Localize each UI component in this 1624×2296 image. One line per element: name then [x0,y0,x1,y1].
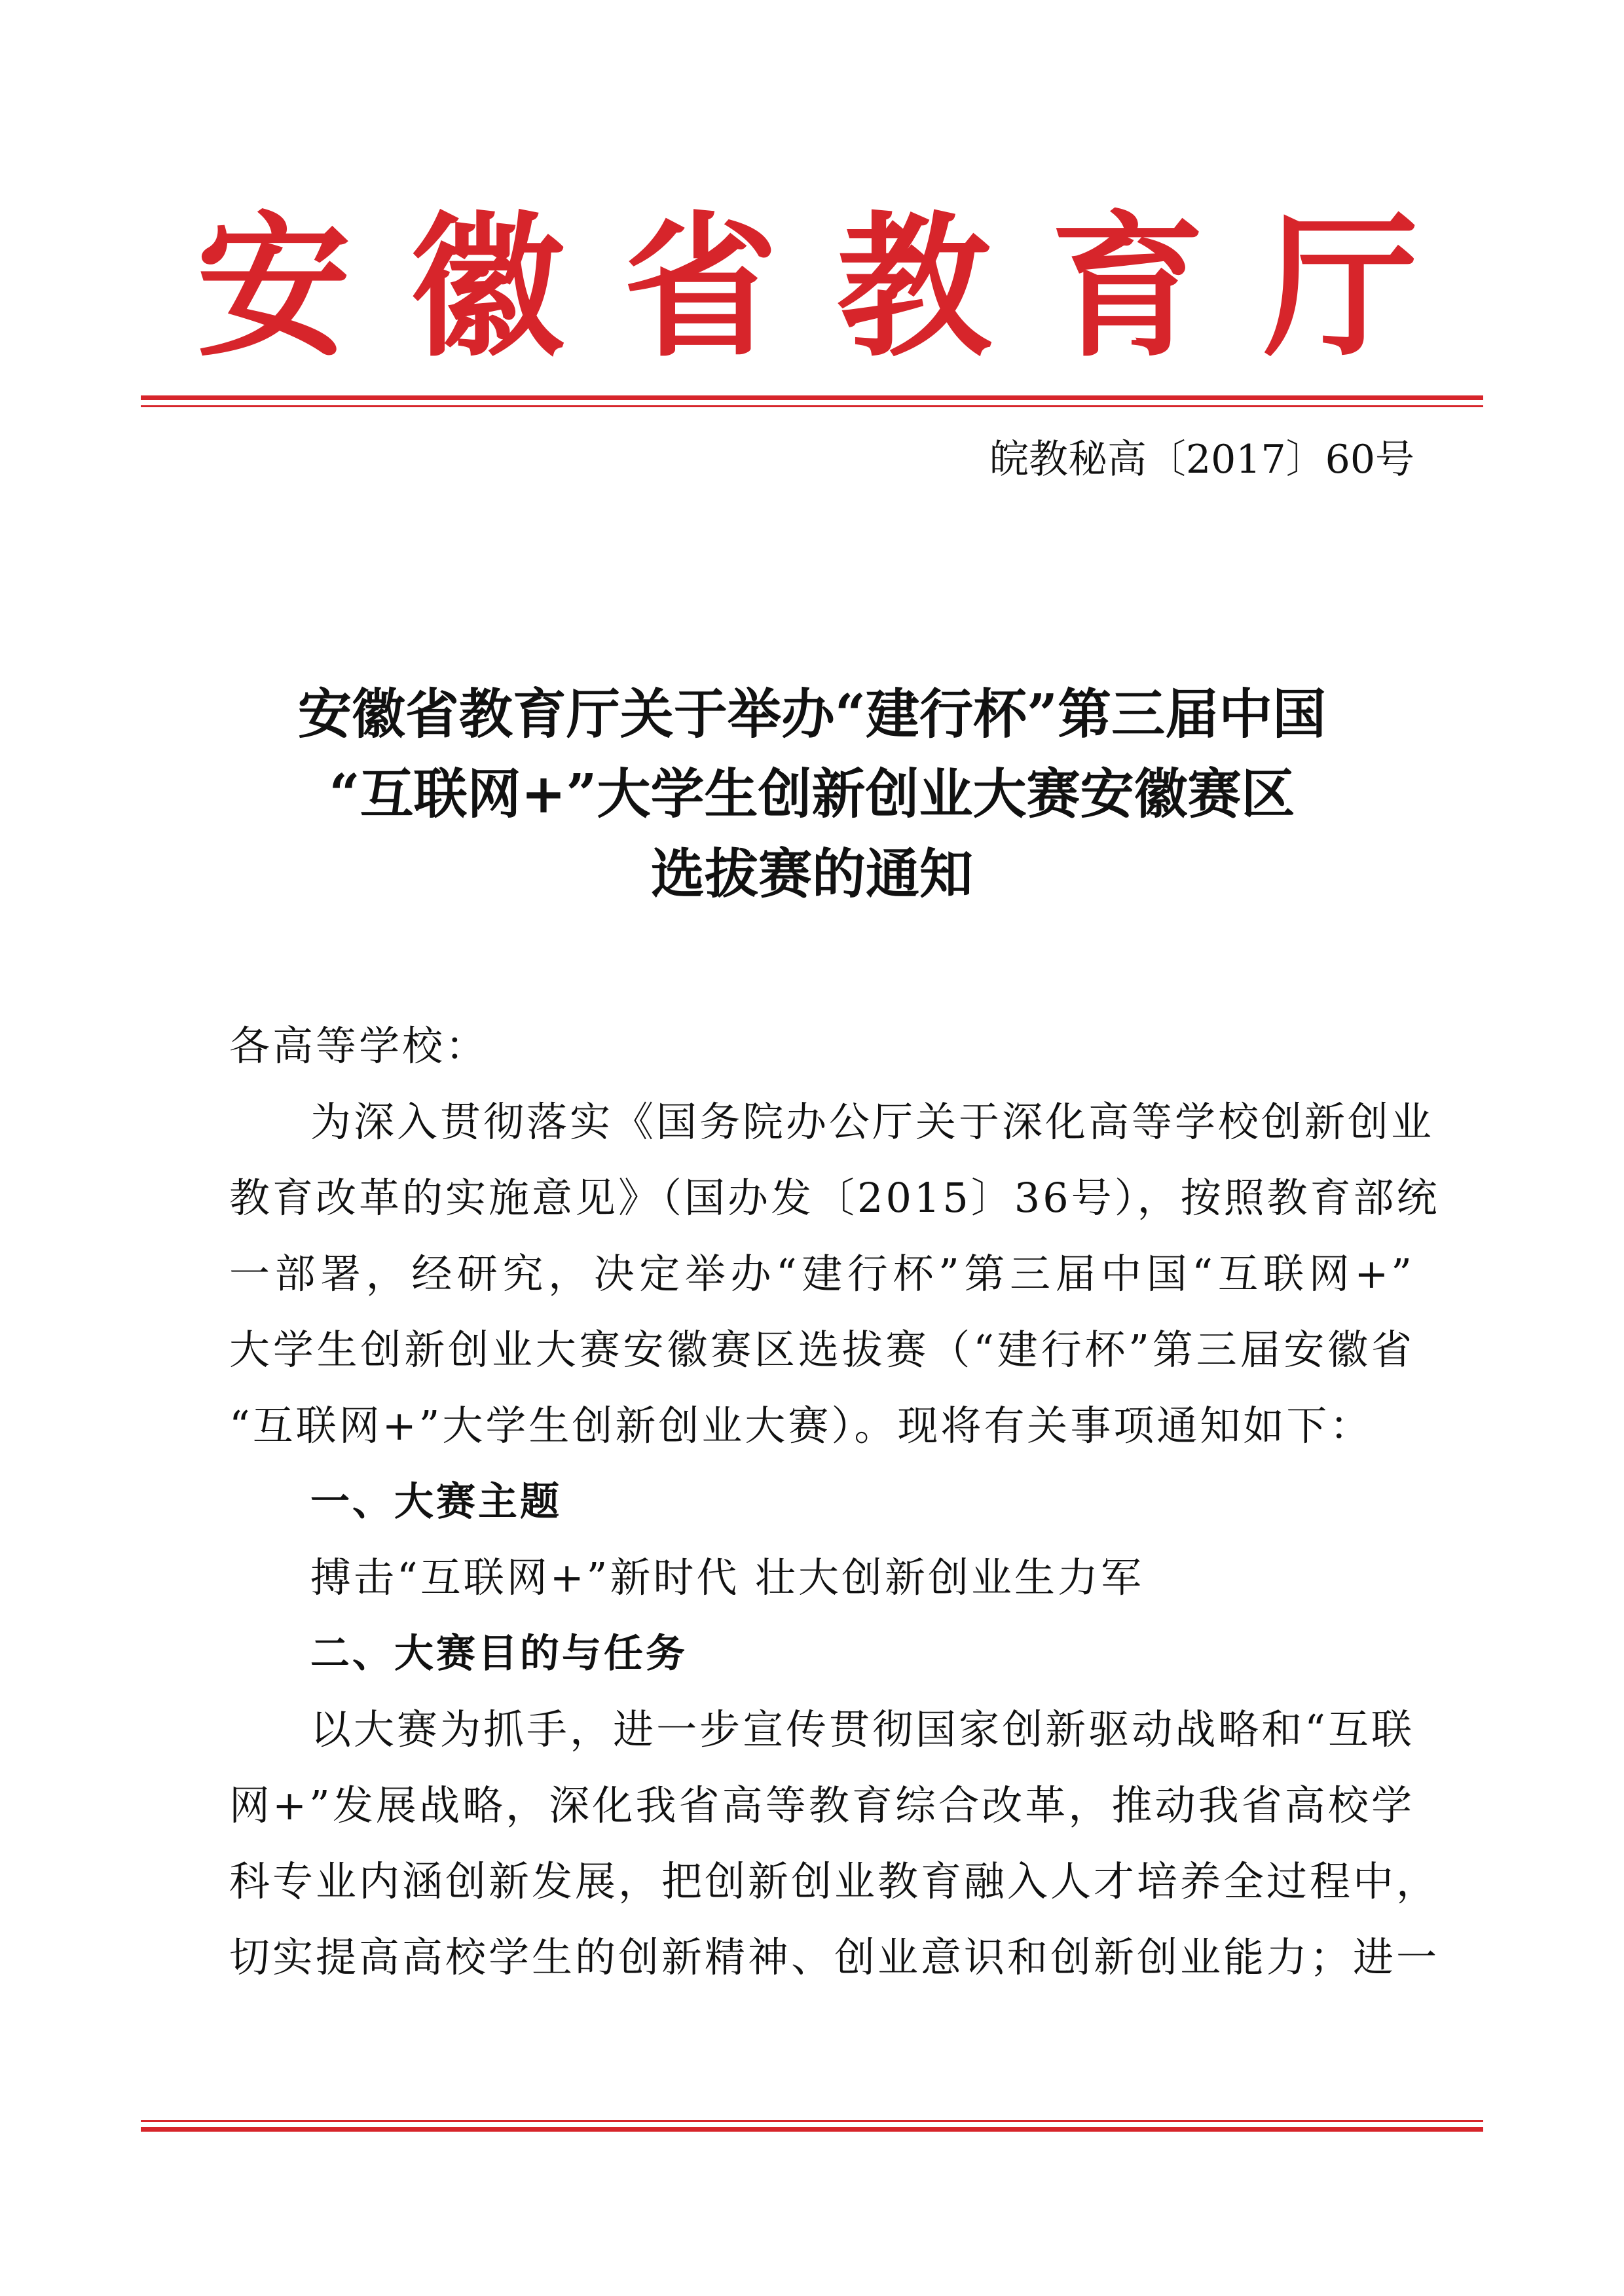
section-heading: 一、大赛主题 [310,1479,562,1525]
paragraph-line: 为深入贯彻落实《国务院办公厅关于深化高等学校创新创业 [310,1098,1435,1146]
notice-title [196,674,1428,914]
title-line: 安徽省教育厅关于举办“建行杯”第三届中国 [297,683,1327,746]
salutation: 各高等学校： [229,1022,489,1070]
paragraph-line: 科专业内涵创新发展，把创新创业教育融入人才培养全过程中， [229,1857,1440,1905]
document-number: 皖教秘高〔2017〕60号 [989,437,1414,483]
paragraph-line: “互联网+”大学生创新创业大赛）。现将有关事项通知如下： [229,1402,1373,1449]
paragraph-line: 一部署，经研究，决定举办“建行杯”第三届中国“互联网+” [229,1250,1414,1298]
paragraph-line: 教育改革的实施意见》（国办发〔2015〕36号），按照教育部统 [229,1174,1440,1222]
section-heading: 二、大赛目的与任务 [310,1631,688,1677]
paragraph-line: 以大赛为抓手，进一步宣传贯彻国家创新驱动战略和“互联 [310,1705,1414,1753]
divider-thin-line [141,405,1483,407]
masthead-divider [141,395,1483,407]
paragraph-line: 大学生创新创业大赛安徽赛区选拔赛（“建行杯”第三届安徽省 [229,1326,1414,1374]
divider-thick-line [141,2127,1483,2132]
divider-thick-line [141,395,1483,400]
notice-body [229,1008,1440,1995]
paragraph-line: 网+”发展战略，深化我省高等教育综合改革，推动我省高校学 [229,1781,1414,1829]
masthead-title: 安徽省教育厅 [196,196,1478,378]
section-text: 搏击“互联网+”新时代 壮大创新创业生力军 [310,1554,1145,1601]
footer-divider [141,2120,1483,2132]
title-line: “互联网+”大学生创新创业大赛安徽赛区 [329,763,1295,826]
title-line: 选拔赛的通知 [650,843,973,905]
divider-thin-line [141,2120,1483,2122]
paragraph-line: 切实提高高校学生的创新精神、创业意识和创新创业能力；进一 [229,1933,1440,1981]
